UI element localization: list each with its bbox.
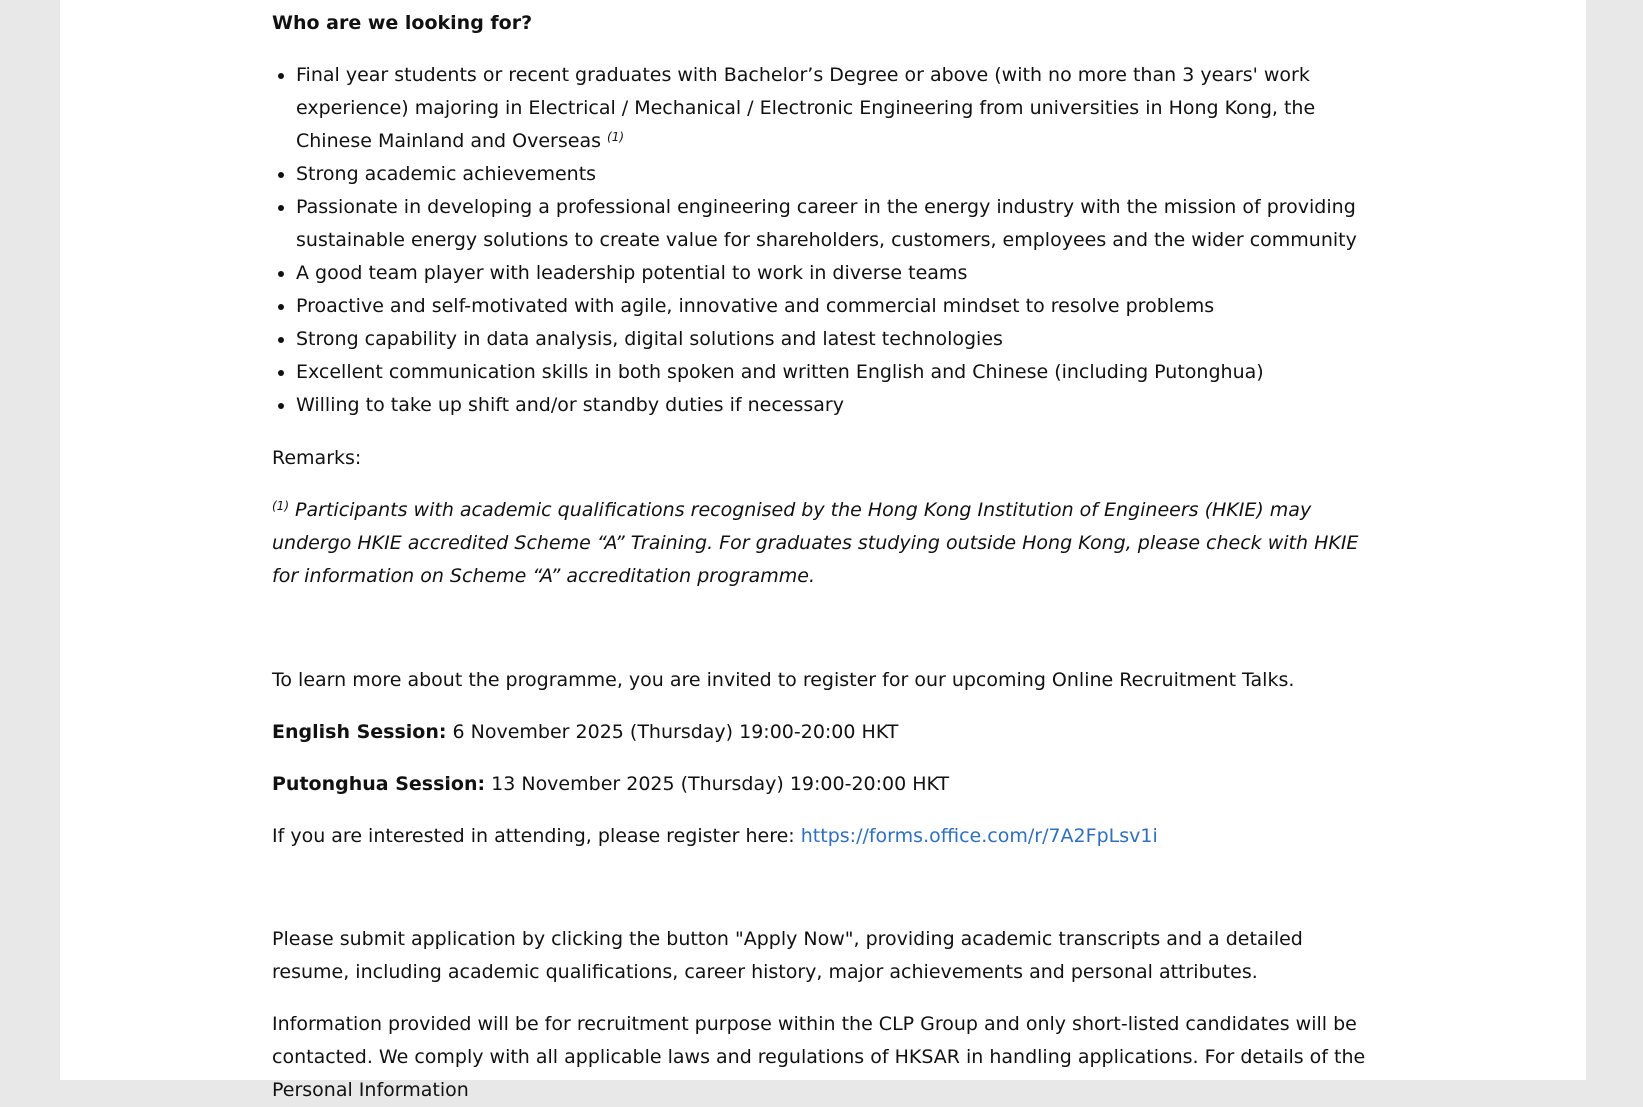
requirement-text: Willing to take up shift and/or standby duties if necessary [296,394,844,416]
footnote-marker: (1) [607,130,625,144]
requirement-text: Strong academic achievements [296,163,597,185]
privacy-notice: Information provided will be for recruitment purpose within the CLP Group and only short-listed candidates will be contacted. We comply with all applicable laws and regulations of HKSAR in handling applications. For details of the Personal Information [272,1013,1366,1101]
talks-intro: To learn more about the programme, you are invited to register for our upcoming Online Recruitment Talks. [272,669,1295,691]
putonghua-session-value: 13 November 2025 (Thursday) 19:00-20:00 HKT [485,773,950,795]
putonghua-session [272,768,1372,801]
requirement-text: Excellent communication skills in both spoken and written English and Chinese (including Putonghua) [296,361,1264,383]
list-item [296,59,1396,158]
list-item [296,158,1396,191]
remarks-note-text: Participants with academic qualifications recognised by the Hong Kong Institution of Engineers (HKIE) may undergo HKIE accredited Scheme “A” Training. For graduates studying outside Hong Kong, please check with HKIE for information on Scheme “A” accreditation programme. [272,499,1359,587]
list-item [296,191,1396,257]
application-instructions: Please submit application by clicking the button "Apply Now", providing academic transcripts and a detailed resume, including academic qualifications, career history, major achievements and personal attributes. [272,928,1303,983]
remarks-label: Remarks: [272,447,362,469]
list-item [296,323,1396,356]
list-item [296,389,1396,422]
page-panel [60,0,1586,1101]
list-item [296,257,1396,290]
english-session-value: 6 November 2025 (Thursday) 19:00-20:00 HKT [446,721,899,743]
requirement-text: Final year students or recent graduates with Bachelor’s Degree or above (with no more than 3 years' work experience) majoring in Electrical / Mechanical / Electronic Engineering from universities in Hong Kong, the Chinese Mainland and Overseas [296,64,1316,152]
section-heading: Who are we looking for? [272,12,533,34]
requirement-text: A good team player with leadership potential to work in diverse teams [296,262,968,284]
remarks-note [272,494,1372,593]
register-text: If you are interested in attending, please register here: [272,825,801,847]
register-link[interactable]: https://forms.office.com/r/7A2FpLsv1i [800,825,1158,847]
putonghua-session-label: Putonghua Session: [272,773,486,795]
list-item [296,356,1396,389]
english-session-label: English Session: [272,721,447,743]
footnote-marker: (1) [272,499,289,513]
list-item [296,290,1396,323]
english-session [272,716,1372,749]
requirement-text: Strong capability in data analysis, digital solutions and latest technologies [296,328,1003,350]
requirement-text: Proactive and self-motivated with agile, innovative and commercial mindset to resolve problems [296,295,1215,317]
requirements-list [272,59,1396,422]
requirement-text: Passionate in developing a professional engineering career in the energy industry with the mission of providing sustainable energy solutions to create value for shareholders, customers, employees and the wider community [296,196,1357,251]
register-line [272,820,1372,853]
